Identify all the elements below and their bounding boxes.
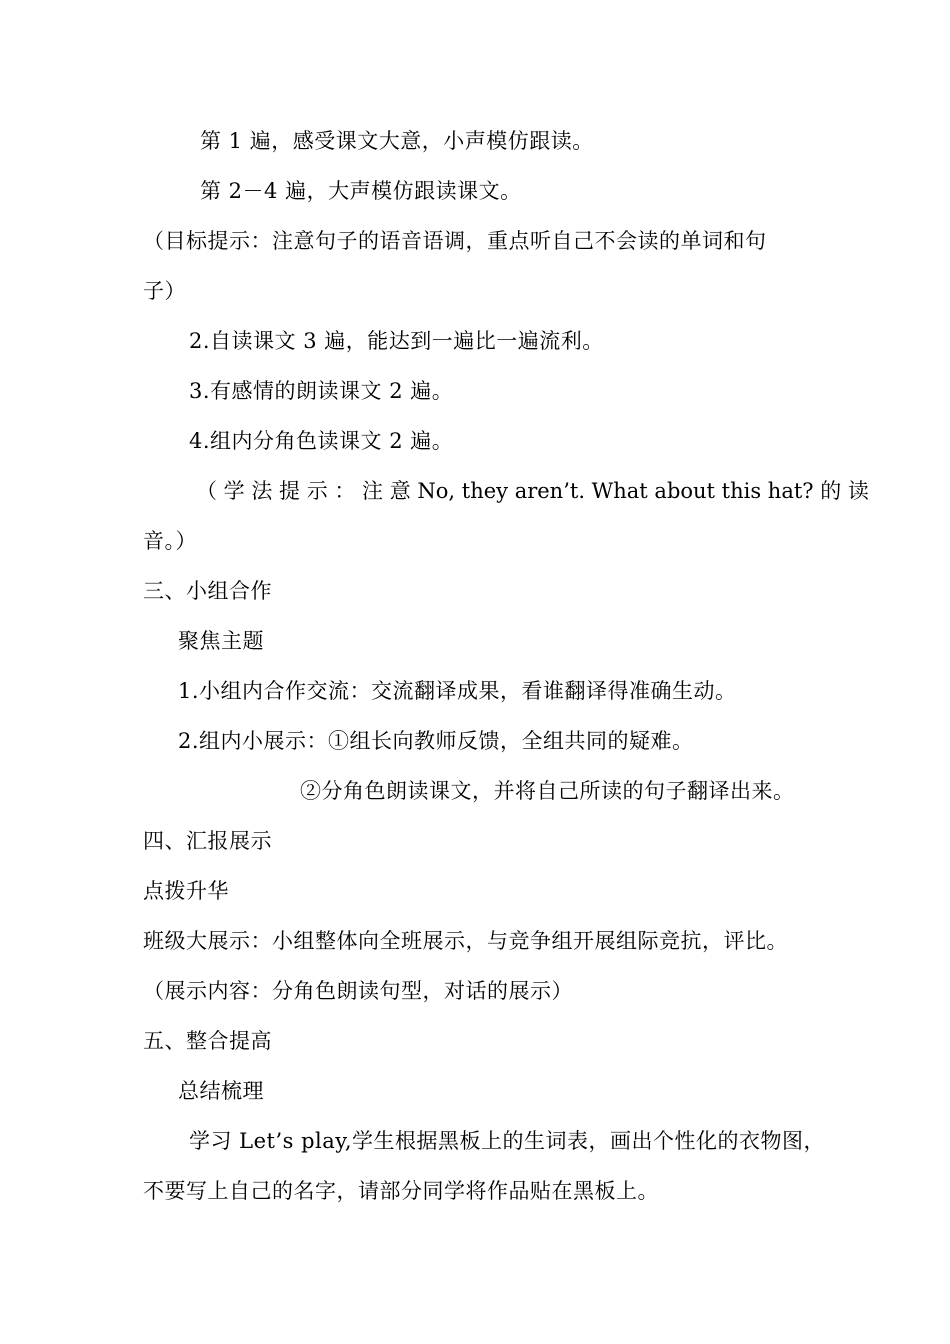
paragraph-line: 第 2－4 遍，大声模仿跟读课文。 xyxy=(200,179,522,203)
paragraph-line: 1.小组内合作交流：交流翻译成果，看谁翻译得准确生动。 xyxy=(178,679,737,703)
paragraph-line: 子） xyxy=(143,279,186,303)
paragraph-line: 音。） xyxy=(143,529,197,553)
section-heading: 三、小组合作 xyxy=(143,579,272,603)
paragraph-line: 3.有感情的朗读课文 2 遍。 xyxy=(189,379,454,403)
paragraph-line: 不要写上自己的名字，请部分同学将作品贴在黑板上。 xyxy=(143,1179,659,1203)
paragraph-line: 2.组内小展示：①组长向教师反馈，全组共同的疑难。 xyxy=(178,729,694,753)
section-heading: 四、汇报展示 xyxy=(143,829,272,853)
subsection-heading: 聚焦主题 xyxy=(178,629,264,653)
paragraph-line: 班级大展示：小组整体向全班展示，与竞争组开展组际竞抗，评比。 xyxy=(143,929,788,953)
paragraph-line: 2.自读课文 3 遍，能达到一遍比一遍流利。 xyxy=(189,329,604,353)
subsection-heading: 点拨升华 xyxy=(143,879,229,903)
paragraph-line: （目标提示：注意句子的语音语调，重点听自己不会读的单词和句 xyxy=(143,229,767,253)
paragraph-line: （展示内容：分角色朗读句型，对话的展示） xyxy=(143,979,573,1003)
paragraph-line: 第 1 遍，感受课文大意，小声模仿跟读。 xyxy=(200,129,594,153)
section-heading: 五、整合提高 xyxy=(143,1029,272,1053)
paragraph-line: 学习 Let’s play,学生根据黑板上的生词表，画出个性化的衣物图， xyxy=(189,1129,826,1153)
subsection-heading: 总结梳理 xyxy=(178,1079,264,1103)
paragraph-line: ②分角色朗读课文，并将自己所读的句子翻译出来。 xyxy=(300,779,795,803)
paragraph-line: 4.组内分角色读课文 2 遍。 xyxy=(189,429,454,453)
paragraph-line: （ 学 法 提 示 ： 注 意 No, they aren’t. What about this hat? 的 读 xyxy=(196,479,869,503)
